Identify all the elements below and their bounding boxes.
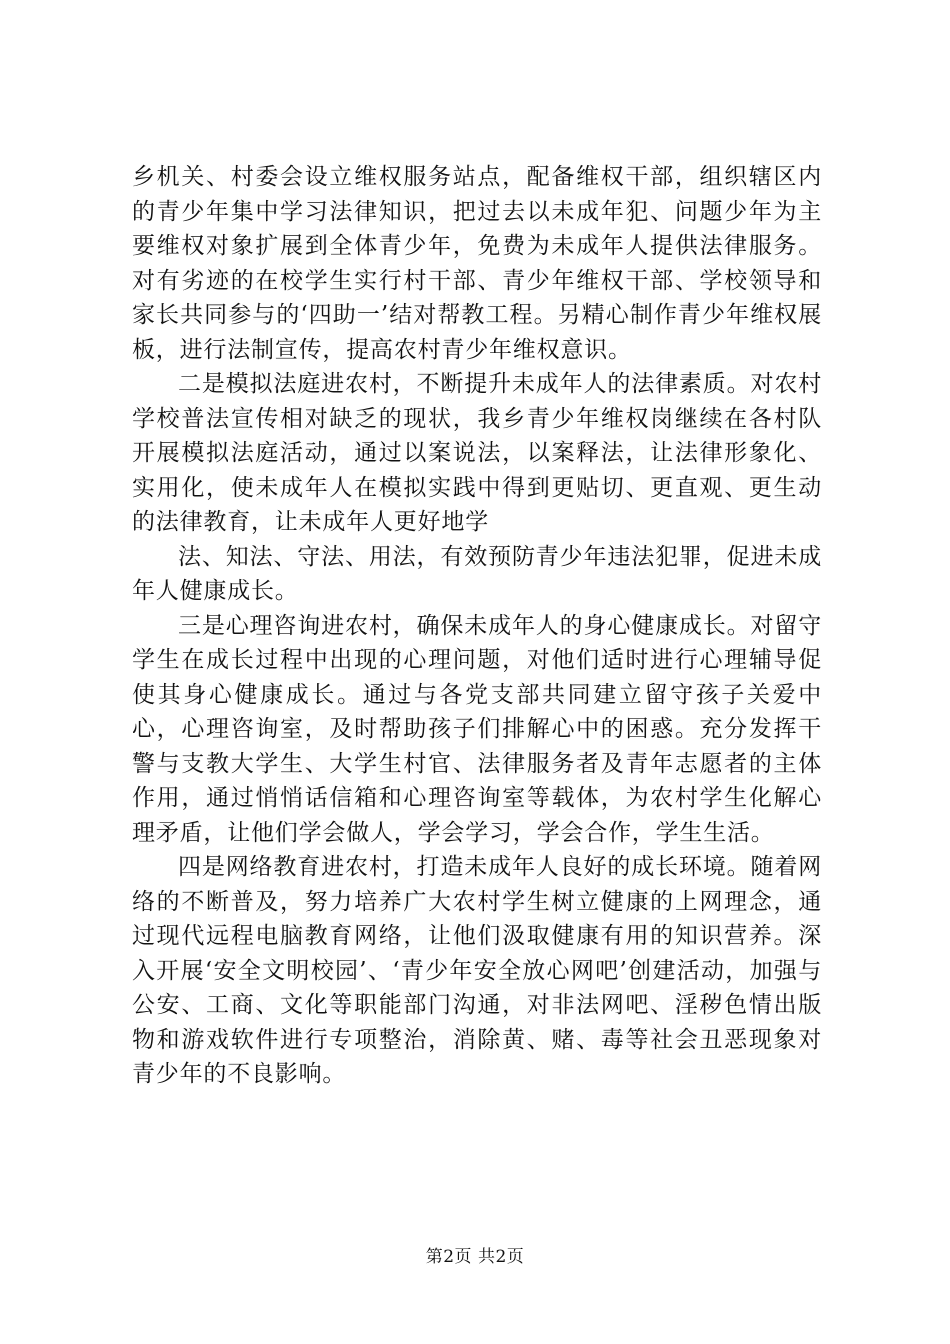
document-body (132, 160, 822, 1092)
paragraph-4: 三是心理咨询进农村，确保未成年人的身心健康成长。对留守学生在成长过程中出现的心理问题，对他们适时进行心理辅导促使其身心健康成长。通过与各党支部共同建立留守孩子关爱中心，心理咨询室，及时帮助孩子们排解心中的困惑。充分发挥干警与支教大学生、大学生村官、法律服务者及青年志愿者的主体作用，通过悄悄话信箱和心理咨询室等载体，为农村学生化解心理矛盾，让他们学会做人，学会学习，学会合作，学生生活。 (132, 612, 822, 846)
paragraph-2: 二是模拟法庭进农村，不断提升未成年人的法律素质。对农村学校普法宣传相对缺乏的现状，我乡青少年维权岗继续在各村队开展模拟法庭活动，通过以案说法，以案释法，让法律形象化、实用化，使未成年人在模拟实践中得到更贴切、更直观、更生动的法律教育，让未成年人更好地学 (132, 371, 822, 535)
paragraph-5: 四是网络教育进农村，打造未成年人良好的成长环境。随着网络的不断普及，努力培养广大农村学生树立健康的上网理念，通过现代远程电脑教育网络，让他们汲取健康有用的知识营养。深入开展‘安全文明校园’、‘青少年安全放心网吧’创建活动，加强与公安、工商、文化等职能部门沟通，对非法网吧、淫秽色情出版物和游戏软件进行专项整治，消除黄、赌、毒等社会丑恶现象对青少年的不良影响。 (132, 854, 822, 1087)
page-number: 第2页 共2页 (425, 1247, 525, 1267)
paragraph-1: 乡机关、村委会设立维权服务站点，配备维权干部，组织辖区内的青少年集中学习法律知识，把过去以未成年犯、问题少年为主要维权对象扩展到全体青少年，免费为未成年人提供法律服务。对有劣迹的在校学生实行村干部、青少年维权干部、学校领导和家长共同参与的‘四助一’结对帮教工程。另精心制作青少年维权展板，进行法制宣传，提高农村青少年维权意识。 (132, 164, 822, 363)
page-footer (0, 1242, 950, 1267)
paragraph-3: 法、知法、守法、用法，有效预防青少年违法犯罪，促进未成年人健康成长。 (132, 543, 822, 604)
